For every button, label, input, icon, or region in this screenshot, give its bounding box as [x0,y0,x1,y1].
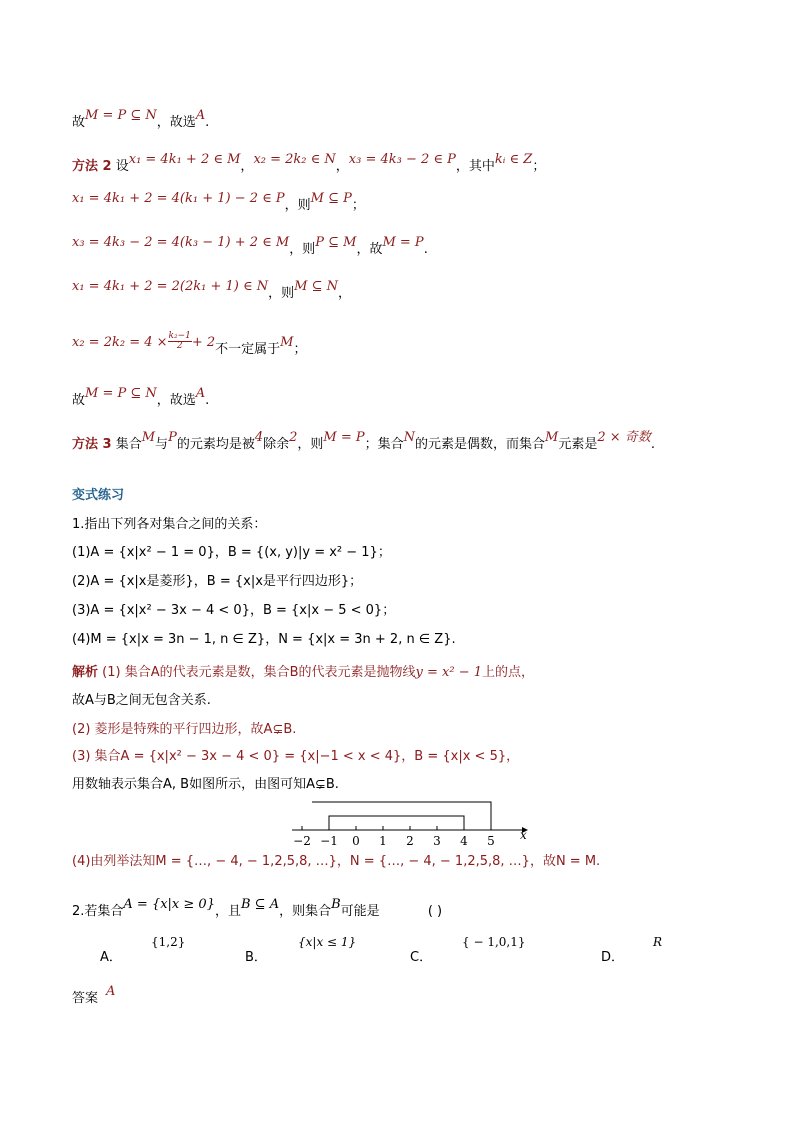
fraction-denominator: 2 [176,341,183,351]
math-expr: + 2 [191,335,216,350]
set-a-bracket [329,816,464,830]
text: ， [240,159,254,174]
math-expr: B ⊆ A [240,897,280,912]
math-expr: P ⊆ M [315,235,357,250]
line-method-3 [72,430,655,454]
fraction-numerator: k₂−1 [168,331,191,341]
math-expr: A = {x|x ≥ 0} [123,897,215,912]
text: ，故选 [156,115,196,130]
math-expr: M [545,430,559,445]
line-derivation-4 [72,331,307,359]
math-expr: x₂ = 2k₂ ∈ N [253,152,336,167]
solution-2: (2) 菱形是特殊的平行四边形，故A⊊B. [72,722,297,737]
tick-label: 5 [487,834,495,848]
option-b-label: B． [245,950,267,965]
text: 2.若集合 [72,904,124,919]
math-expr: x₂ = 2k₂ = 4 × [72,335,168,350]
option-c-value: { − 1,0,1} [462,935,526,949]
solution-4: (4)由列举法知M = {…, − 4, − 1,2,5,8, …}，N = {…, − 4, − 1,2,5,8, …}，故N = M. [72,854,601,869]
answer-blank: ( ) [427,904,443,919]
text: (1) 集合A的代表元素是数，集合B的代表元素是抛物线 [102,665,416,680]
text: ，则 [297,437,324,452]
line-conclusion-2 [72,386,210,410]
question-2-stem [72,897,443,921]
text: ； [532,159,546,174]
text: ，则 [268,286,295,301]
text: . [205,115,210,130]
method-3-tag: 方法 3 [72,437,112,452]
math-expr: x₁ = 4k₁ + 2 = 4(k₁ + 1) − 2 ∈ P [72,191,285,206]
option-d-value: R [653,935,663,949]
math-expr: kᵢ ∈ Z [494,152,533,167]
math-expr: M ⊆ N [294,279,338,294]
answer-line [72,984,116,1008]
math-expr: B [331,897,341,912]
method-2-tag: 方法 2 [72,159,112,174]
text: 设 [115,159,129,174]
text: ；集合 [364,437,404,452]
math-expr: 4 [254,430,264,445]
question-1-part-1: (1)A = {x|x² − 1 = 0}，B = {(x, y)|y = x² − 1}； [72,545,391,560]
text: 除余 [263,437,290,452]
line-method-2 [72,152,546,176]
line-conclusion-1 [72,108,210,132]
question-1-part-3: (3)A = {x|x² − 3x − 4 < 0}，B = {x|x − 5 < 0}； [72,603,396,618]
option-b-value: {x|x ≤ 1} [298,935,357,949]
section-heading: 变式练习 [72,488,125,503]
text: 集合 [115,437,142,452]
math-expr: 2 [289,430,298,445]
answer-value: A [106,984,116,999]
text: 可能是 [340,904,380,919]
tick-label: 4 [460,834,468,848]
option-d-label: D． [601,950,625,965]
solution-tag: 解析 [72,665,99,680]
text: ， [337,286,351,301]
line-derivation-3 [72,279,351,303]
solution-3: (3) 集合A = {x|x² − 3x − 4 < 0} = {x|−1 < x < 4}，B = {x|x < 5}， [72,749,520,764]
tick-label: 1 [379,834,387,848]
math-expr: 2 × 奇数 [597,430,651,445]
math-expr: M = P ⊆ N [85,108,157,123]
solution-3-cont: 用数轴表示集合A, B如图所示，由图可知A⊊B. [72,777,339,792]
tick-label: 3 [433,834,441,848]
text: ，则 [284,198,311,213]
text: . [205,393,210,408]
question-1-part-4: (4)M = {x|x = 3n − 1, n ∈ Z}，N = {x|x = 3n + 2, n ∈ Z}. [72,632,456,647]
solution-1 [72,664,534,682]
text: 不一定属于 [215,342,281,357]
tick-label: −2 [293,834,311,848]
option-c-label: C． [410,950,433,965]
text: ， [335,159,349,174]
text: ； [293,342,307,357]
fraction [168,332,192,351]
text: ，且 [214,904,241,919]
math-expr: y = x² − 1 [415,665,482,680]
text: ； [351,198,365,213]
text: 的元素是偶数，而集合 [415,437,546,452]
math-expr: P [168,430,177,445]
math-expr: N [403,430,416,445]
solution-1-cont: 故A与B之间无包含关系. [72,693,211,708]
math-expr: A [195,386,206,401]
tick-label: 0 [352,834,360,848]
math-expr: x₃ = 4k₃ − 2 ∈ P [348,152,456,167]
text: ，则 [289,242,316,257]
math-expr: M ⊆ P [310,191,352,206]
text: 故 [72,393,86,408]
math-expr: A [195,108,206,123]
math-expr: x₃ = 4k₃ − 2 = 4(k₃ − 1) + 2 ∈ M [72,235,290,250]
math-expr: M = P [323,430,365,445]
math-expr: M = P [382,235,424,250]
text: 元素是 [558,437,598,452]
option-a-value: {1,2} [151,935,186,949]
answer-label: 答案 [72,991,99,1006]
line-derivation-1 [72,191,365,215]
text: ，其中 [455,159,495,174]
math-expr: x₁ = 4k₁ + 2 = 2(2k₁ + 1) ∈ N [72,279,269,294]
text: 上的点， [482,665,535,680]
text: ，故 [356,242,383,257]
text: . [650,437,655,452]
axis-variable-label: x [520,828,527,842]
tick-label: −1 [320,834,338,848]
math-expr: x₁ = 4k₁ + 2 ∈ M [128,152,241,167]
math-expr: M = P ⊆ N [85,386,157,401]
question-1-stem: 1.指出下列各对集合之间的关系： [72,517,267,532]
text: 与 [155,437,169,452]
text: . [423,242,428,257]
math-expr: M [280,335,294,350]
tick-label: 2 [406,834,414,848]
line-derivation-2 [72,235,428,259]
math-expr: M [141,430,156,445]
text: 故 [72,115,86,130]
question-1-part-2: (2)A = {x|x是菱形}，B = {x|x是平行四边形}； [72,574,363,589]
text: ，故选 [156,393,196,408]
text: ，则集合 [279,904,332,919]
option-a-label: A． [100,950,122,965]
number-line-figure [290,800,540,852]
text: 的元素均是被 [176,437,255,452]
